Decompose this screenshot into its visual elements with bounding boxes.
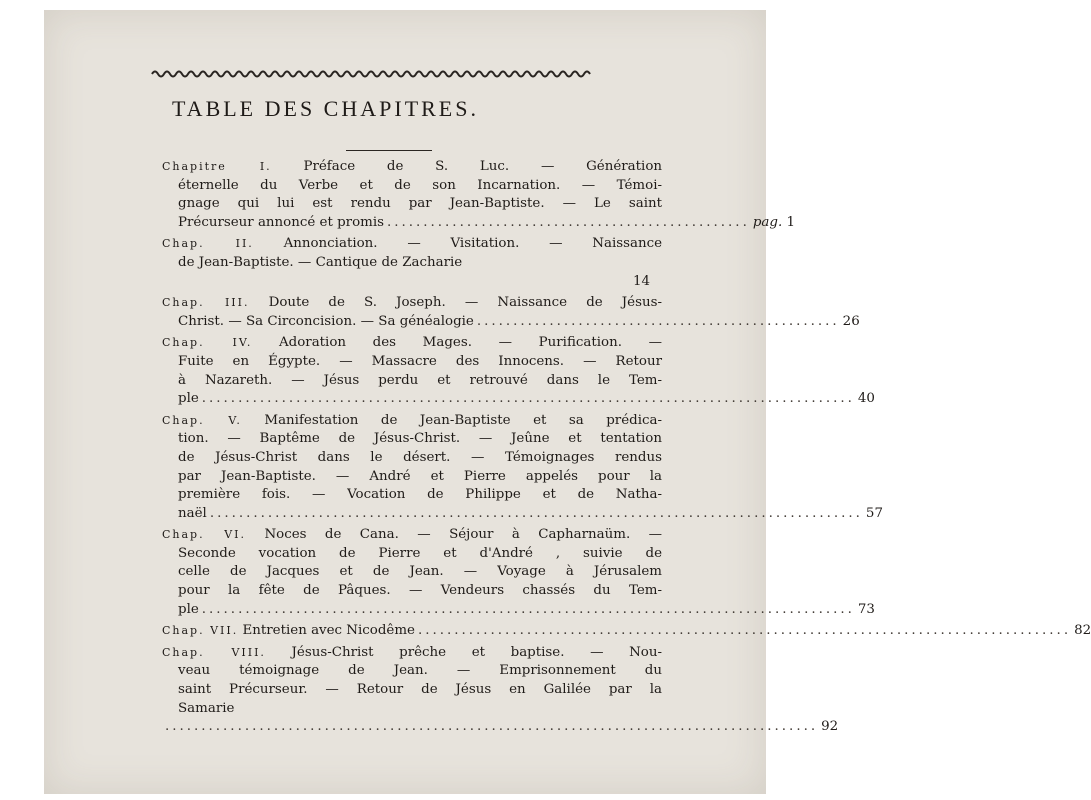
toc-entry-chapter-8 [162, 644, 839, 737]
toc-line-leader [162, 390, 875, 409]
toc-line: pour la fête de Pâques. — Vendeurs chassés du Tem- [178, 583, 662, 599]
dot-leader: .......................................................................................... [201, 391, 855, 407]
chapter-text: Noces de Cana. — Séjour à Capharnaüm. — [264, 527, 662, 543]
chapter-text: Adoration des Mages. — Purification. — [278, 335, 662, 351]
toc-entry-chapter-3 [162, 294, 860, 331]
toc-line-leader [162, 718, 839, 737]
toc-line: de Jésus-Christ dans le désert. — Témoignages rendus [178, 449, 662, 465]
page-number: 57 [865, 505, 883, 521]
chapter-text: ple [178, 391, 199, 407]
toc-entry-chapter-6 [162, 526, 875, 619]
toc-line: tion. — Baptême de Jésus-Christ. — Jeûne et tentation [178, 431, 662, 447]
dot-leader: .......................................................................................... [417, 623, 1072, 639]
toc-line-leader [162, 505, 883, 524]
toc-line [162, 644, 662, 663]
toc-line: de Jean-Baptiste. — Cantique de Zacharie [178, 254, 463, 270]
page-number: 14 [632, 273, 650, 289]
chapter-text: ple [178, 601, 199, 617]
page-number: 26 [842, 313, 860, 329]
dot-leader: .......................................................................................... [209, 505, 863, 521]
toc-line-leader [162, 622, 1091, 641]
chapter-text: Doute de S. Joseph. — Naissance de Jésus- [268, 295, 662, 311]
dot-leader: .................................................. [476, 313, 840, 329]
toc-line [162, 158, 662, 177]
toc-line: saint Précurseur. — Retour de Jésus en Galilée par la [178, 682, 662, 698]
toc-line [162, 526, 662, 545]
toc-entry-chapter-7 [162, 622, 1091, 641]
toc-entry-chapter-1 [162, 158, 796, 232]
toc-line [162, 235, 662, 254]
toc-line: celle de Jacques et de Jean. — Voyage à Jérusalem [178, 564, 662, 580]
dot-leader: .................................................. [387, 214, 750, 230]
page-number: 92 [821, 719, 839, 735]
chapter-label: Chap. VI. [162, 528, 247, 542]
chapter-label: Chapitre I. [162, 160, 272, 173]
toc-line: Seconde vocation de Pierre et d'André , suivie de [178, 545, 662, 561]
page-number: 73 [857, 601, 875, 617]
page-number: 82 [1074, 623, 1091, 639]
toc-line [162, 294, 662, 313]
chapter-text: Précurseur annoncé et promis [178, 214, 384, 230]
toc-line: Fuite en Égypte. — Massacre des Innocens. — Retour [178, 353, 662, 369]
toc-line: Samarie [178, 700, 235, 716]
page-title: TABLE DES CHAPITRES. [172, 96, 479, 121]
pag-label: pag. [752, 214, 783, 230]
chapter-text: Manifestation de Jean-Baptiste et sa prédica- [264, 412, 662, 428]
toc-line: gnage qui lui est rendu par Jean-Baptiste. — Le saint [178, 196, 662, 212]
toc-line-leader [162, 214, 796, 233]
chapter-text: Jésus-Christ prêche et baptise. — Nou- [291, 644, 662, 660]
toc-line: première fois. — Vocation de Philippe et de Natha- [178, 487, 662, 503]
toc-entry-chapter-4 [162, 334, 875, 408]
toc-line-leader [162, 313, 860, 332]
wavy-ornament-rule [152, 68, 578, 80]
chapter-text: Préface de S. Luc. — Génération [303, 159, 663, 174]
toc-line [162, 412, 662, 431]
chapter-label: Chap. VII. [162, 624, 239, 638]
page-number: 40 [857, 391, 875, 407]
dot-leader: .......................................................................................... [201, 601, 855, 617]
chapter-text: naël [178, 505, 207, 521]
chapter-label: Chap. IV. [162, 336, 253, 350]
table-of-contents [162, 158, 1091, 737]
chapter-label: Chap. II. [162, 237, 254, 251]
title-rule [346, 150, 432, 151]
page-number: 1 [786, 214, 796, 230]
toc-line: à Nazareth. — Jésus perdu et retrouvé dans le Tem- [178, 372, 662, 388]
toc-entry-chapter-5 [162, 412, 883, 524]
toc-line: par Jean-Baptiste. — André et Pierre appelés pour la [178, 468, 662, 484]
dot-leader: .......................................................................................... [165, 719, 819, 735]
chapter-text: Christ. — Sa Circoncision. — Sa généalogie [178, 313, 474, 329]
toc-line-leader [162, 601, 875, 620]
toc-entry-chapter-2 [162, 235, 662, 291]
book-page [44, 10, 1091, 794]
chapter-label: Chap. VIII. [162, 645, 266, 659]
chapter-text: Annonciation. — Visitation. — Naissance [283, 236, 663, 252]
chapter-label: Chap. V. [162, 413, 242, 427]
chapter-text: Entretien avec Nicodême [242, 623, 415, 639]
toc-line: éternelle du Verbe et de son Incarnation. — Témoi- [178, 177, 662, 193]
chapter-label: Chap. III. [162, 296, 250, 310]
toc-line [162, 334, 662, 353]
toc-line: veau témoignage de Jean. — Emprisonnement du [178, 663, 662, 679]
